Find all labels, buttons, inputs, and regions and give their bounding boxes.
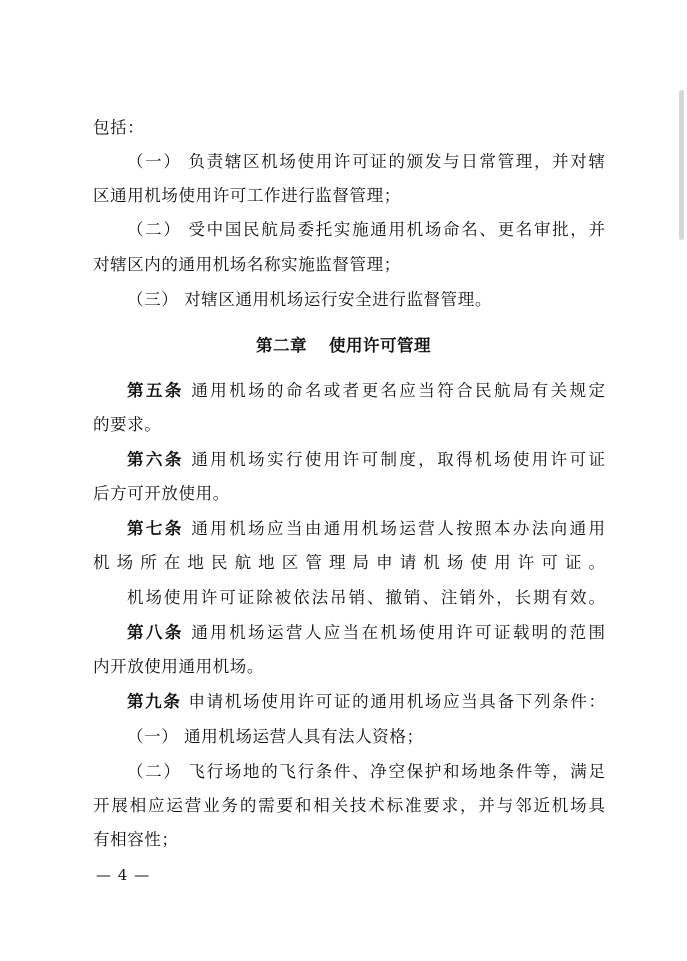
text-line: （二） 受中国民航局委托实施通用机场命名、更名审批，并 xyxy=(127,220,605,239)
text-line: 的要求。 xyxy=(93,415,162,434)
article-label: 第九条 xyxy=(127,692,182,711)
article-9 xyxy=(127,690,605,714)
text-line: 对辖区内的通用机场名称实施监督管理； xyxy=(93,255,401,274)
chapter-heading xyxy=(0,334,687,358)
text-line: 机场所在地民航地区管理局申请机场使用许可证。 xyxy=(93,553,605,572)
text-line: 后方可开放使用。 xyxy=(93,484,230,503)
article-text: 通用机场实行使用许可制度，取得机场使用许可证 xyxy=(191,450,606,469)
text-line: 区通用机场使用许可工作进行监督管理； xyxy=(93,186,401,205)
chapter-number: 第二章 xyxy=(256,336,307,355)
page-number: — 4 — xyxy=(96,866,151,884)
article-label: 第七条 xyxy=(127,519,184,538)
text-line: （三） 对辖区通用机场运行安全进行监督管理。 xyxy=(127,290,492,309)
article-label: 第五条 xyxy=(127,381,184,400)
article-label: 第六条 xyxy=(127,450,184,469)
text-line: 有相容性； xyxy=(93,830,179,849)
text-line: （一） 通用机场运营人具有法人资格； xyxy=(127,727,424,746)
article-8 xyxy=(127,621,605,645)
article-text: 通用机场的命名或者更名应当符合民航局有关规定 xyxy=(191,381,606,400)
text-line: 包括： xyxy=(93,118,145,137)
article-text: 通用机场应当由通用机场运营人按照本办法向通用 xyxy=(191,519,606,538)
text-line: （二） 飞行场地的飞行条件、净空保护和场地条件等，满足 xyxy=(127,762,605,781)
chapter-title: 使用许可管理 xyxy=(329,336,431,355)
scrollbar[interactable] xyxy=(679,90,684,240)
article-6 xyxy=(127,448,605,472)
article-7 xyxy=(127,517,605,541)
text-line: 内开放使用通用机场。 xyxy=(93,657,264,676)
article-text: 申请机场使用许可证的通用机场应当具备下列条件： xyxy=(188,692,606,711)
text-line: 机场使用许可证除被依法吊销、撤销、注销外，长期有效。 xyxy=(127,588,605,607)
article-5 xyxy=(127,379,605,403)
text-line: （一） 负责辖区机场使用许可证的颁发与日常管理，并对辖 xyxy=(127,152,605,171)
article-label: 第八条 xyxy=(127,623,184,642)
article-text: 通用机场运营人应当在机场使用许可证载明的范围 xyxy=(191,623,606,642)
text-line: 开展相应运营业务的需要和相关技术标准要求，并与邻近机场具 xyxy=(93,796,605,815)
